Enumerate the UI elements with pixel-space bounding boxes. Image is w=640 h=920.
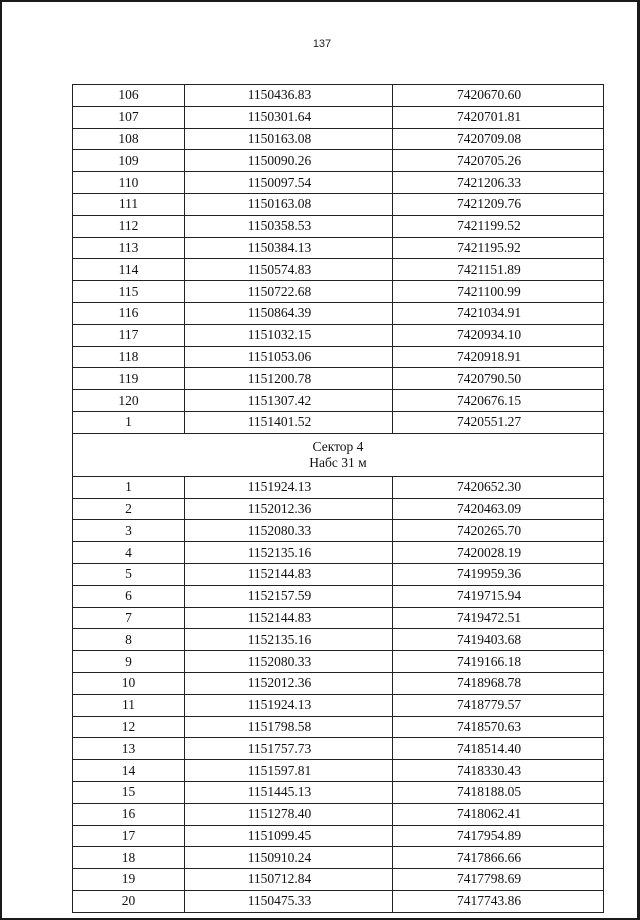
y-coordinate-cell: 7421195.92	[393, 237, 604, 259]
x-coordinate-cell: 1150864.39	[185, 302, 393, 324]
table-row	[73, 390, 604, 412]
point-number-cell: 15	[73, 781, 185, 803]
y-coordinate-cell: 7420265.70	[393, 520, 604, 542]
x-coordinate-cell: 1150097.54	[185, 172, 393, 194]
y-coordinate-cell: 7421206.33	[393, 172, 604, 194]
table-row	[73, 607, 604, 629]
point-number-cell: 14	[73, 760, 185, 782]
point-number-cell: 7	[73, 607, 185, 629]
x-coordinate-cell: 1150163.08	[185, 193, 393, 215]
table-body-before	[73, 85, 604, 434]
table-row	[73, 803, 604, 825]
table-row	[73, 237, 604, 259]
point-number-cell: 19	[73, 869, 185, 891]
point-number-cell: 20	[73, 890, 185, 912]
point-number-cell: 109	[73, 150, 185, 172]
y-coordinate-cell: 7420705.26	[393, 150, 604, 172]
point-number-cell: 13	[73, 738, 185, 760]
point-number-cell: 6	[73, 585, 185, 607]
table-row	[73, 890, 604, 912]
table-row	[73, 694, 604, 716]
x-coordinate-cell: 1151445.13	[185, 781, 393, 803]
x-coordinate-cell: 1152012.36	[185, 498, 393, 520]
y-coordinate-cell: 7417954.89	[393, 825, 604, 847]
point-number-cell: 10	[73, 672, 185, 694]
table-row	[73, 542, 604, 564]
table-row	[73, 651, 604, 673]
point-number-cell: 18	[73, 847, 185, 869]
section-cell	[73, 433, 604, 476]
x-coordinate-cell: 1152080.33	[185, 520, 393, 542]
table-row	[73, 716, 604, 738]
y-coordinate-cell: 7419959.36	[393, 563, 604, 585]
y-coordinate-cell: 7418514.40	[393, 738, 604, 760]
y-coordinate-cell: 7419166.18	[393, 651, 604, 673]
point-number-cell: 11	[73, 694, 185, 716]
table-row	[73, 869, 604, 891]
point-number-cell: 8	[73, 629, 185, 651]
x-coordinate-cell: 1151099.45	[185, 825, 393, 847]
y-coordinate-cell: 7419403.68	[393, 629, 604, 651]
table-row	[73, 128, 604, 150]
x-coordinate-cell: 1150910.24	[185, 847, 393, 869]
x-coordinate-cell: 1152144.83	[185, 607, 393, 629]
y-coordinate-cell: 7420934.10	[393, 324, 604, 346]
point-number-cell: 106	[73, 85, 185, 107]
x-coordinate-cell: 1150384.13	[185, 237, 393, 259]
x-coordinate-cell: 1151798.58	[185, 716, 393, 738]
x-coordinate-cell: 1150436.83	[185, 85, 393, 107]
point-number-cell: 113	[73, 237, 185, 259]
x-coordinate-cell: 1151200.78	[185, 368, 393, 390]
y-coordinate-cell: 7420028.19	[393, 542, 604, 564]
section-title: Сектор 4	[312, 438, 364, 454]
y-coordinate-cell: 7421209.76	[393, 193, 604, 215]
y-coordinate-cell: 7417798.69	[393, 869, 604, 891]
y-coordinate-cell: 7417866.66	[393, 847, 604, 869]
x-coordinate-cell: 1151307.42	[185, 390, 393, 412]
y-coordinate-cell: 7420652.30	[393, 476, 604, 498]
x-coordinate-cell: 1150722.68	[185, 281, 393, 303]
section-header	[73, 433, 604, 476]
table-row	[73, 672, 604, 694]
point-number-cell: 1	[73, 476, 185, 498]
x-coordinate-cell: 1150712.84	[185, 869, 393, 891]
point-number-cell: 3	[73, 520, 185, 542]
table-row	[73, 847, 604, 869]
point-number-cell: 16	[73, 803, 185, 825]
point-number-cell: 17	[73, 825, 185, 847]
point-number-cell: 4	[73, 542, 185, 564]
x-coordinate-cell: 1152080.33	[185, 651, 393, 673]
table-row	[73, 411, 604, 433]
y-coordinate-cell: 7419472.51	[393, 607, 604, 629]
x-coordinate-cell: 1151924.13	[185, 694, 393, 716]
y-coordinate-cell: 7421100.99	[393, 281, 604, 303]
x-coordinate-cell: 1150358.53	[185, 215, 393, 237]
x-coordinate-cell: 1151757.73	[185, 738, 393, 760]
table-row	[73, 498, 604, 520]
table-row	[73, 346, 604, 368]
point-number-cell: 119	[73, 368, 185, 390]
x-coordinate-cell: 1152144.83	[185, 563, 393, 585]
y-coordinate-cell: 7420670.60	[393, 85, 604, 107]
section-subtitle: Набс 31 м	[309, 454, 367, 470]
y-coordinate-cell: 7421151.89	[393, 259, 604, 281]
table-row	[73, 760, 604, 782]
x-coordinate-cell: 1150475.33	[185, 890, 393, 912]
point-number-cell: 2	[73, 498, 185, 520]
table-row	[73, 825, 604, 847]
point-number-cell: 1	[73, 411, 185, 433]
x-coordinate-cell: 1151278.40	[185, 803, 393, 825]
table-row	[73, 781, 604, 803]
table-row	[73, 629, 604, 651]
document-page	[2, 2, 637, 918]
table-row	[73, 172, 604, 194]
y-coordinate-cell: 7418188.05	[393, 781, 604, 803]
coordinates-table	[72, 84, 604, 913]
table-row	[73, 563, 604, 585]
y-coordinate-cell: 7421199.52	[393, 215, 604, 237]
table-row	[73, 302, 604, 324]
y-coordinate-cell: 7420551.27	[393, 411, 604, 433]
y-coordinate-cell: 7420676.15	[393, 390, 604, 412]
point-number-cell: 111	[73, 193, 185, 215]
y-coordinate-cell: 7418062.41	[393, 803, 604, 825]
x-coordinate-cell: 1150574.83	[185, 259, 393, 281]
point-number-cell: 118	[73, 346, 185, 368]
x-coordinate-cell: 1150301.64	[185, 106, 393, 128]
x-coordinate-cell: 1152012.36	[185, 672, 393, 694]
x-coordinate-cell: 1151597.81	[185, 760, 393, 782]
table-row	[73, 193, 604, 215]
x-coordinate-cell: 1150163.08	[185, 128, 393, 150]
table-row	[73, 585, 604, 607]
x-coordinate-cell: 1152157.59	[185, 585, 393, 607]
y-coordinate-cell: 7418570.63	[393, 716, 604, 738]
table-row	[73, 259, 604, 281]
y-coordinate-cell: 7419715.94	[393, 585, 604, 607]
table-row	[73, 476, 604, 498]
y-coordinate-cell: 7420790.50	[393, 368, 604, 390]
table-body-after	[73, 476, 604, 912]
x-coordinate-cell: 1151053.06	[185, 346, 393, 368]
y-coordinate-cell: 7418779.57	[393, 694, 604, 716]
point-number-cell: 116	[73, 302, 185, 324]
x-coordinate-cell: 1151924.13	[185, 476, 393, 498]
x-coordinate-cell: 1151032.15	[185, 324, 393, 346]
y-coordinate-cell: 7420709.08	[393, 128, 604, 150]
table-row	[73, 85, 604, 107]
point-number-cell: 12	[73, 716, 185, 738]
point-number-cell: 120	[73, 390, 185, 412]
y-coordinate-cell: 7421034.91	[393, 302, 604, 324]
x-coordinate-cell: 1152135.16	[185, 629, 393, 651]
point-number-cell: 110	[73, 172, 185, 194]
x-coordinate-cell: 1151401.52	[185, 411, 393, 433]
table-row	[73, 150, 604, 172]
point-number-cell: 115	[73, 281, 185, 303]
y-coordinate-cell: 7420701.81	[393, 106, 604, 128]
point-number-cell: 108	[73, 128, 185, 150]
table-row	[73, 215, 604, 237]
x-coordinate-cell: 1152135.16	[185, 542, 393, 564]
point-number-cell: 5	[73, 563, 185, 585]
point-number-cell: 9	[73, 651, 185, 673]
point-number-cell: 107	[73, 106, 185, 128]
table-row	[73, 324, 604, 346]
y-coordinate-cell: 7418330.43	[393, 760, 604, 782]
y-coordinate-cell: 7420918.91	[393, 346, 604, 368]
table-row	[73, 520, 604, 542]
table-row	[73, 738, 604, 760]
point-number-cell: 112	[73, 215, 185, 237]
x-coordinate-cell: 1150090.26	[185, 150, 393, 172]
y-coordinate-cell: 7418968.78	[393, 672, 604, 694]
y-coordinate-cell: 7417743.86	[393, 890, 604, 912]
point-number-cell: 117	[73, 324, 185, 346]
y-coordinate-cell: 7420463.09	[393, 498, 604, 520]
table-row	[73, 281, 604, 303]
section-row	[73, 433, 604, 476]
page-number: 137	[312, 38, 332, 50]
point-number-cell: 114	[73, 259, 185, 281]
table-row	[73, 368, 604, 390]
table-row	[73, 106, 604, 128]
